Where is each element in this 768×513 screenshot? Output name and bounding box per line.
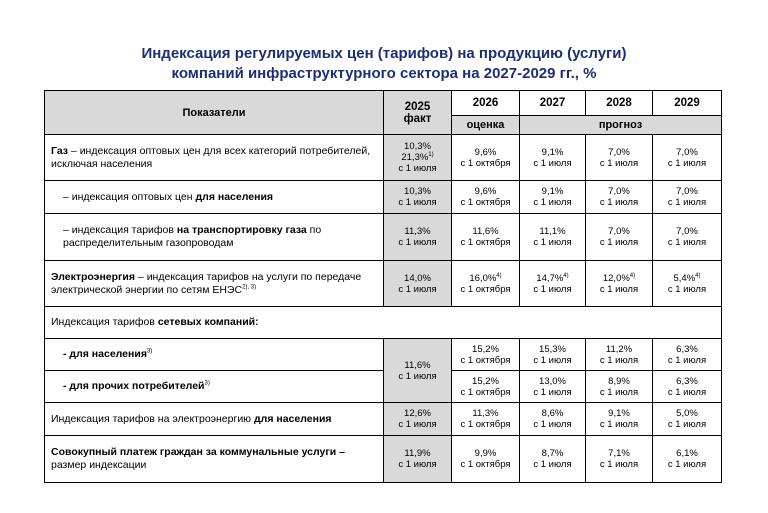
- cell-2025: 10,3% с 1 июля: [384, 181, 452, 214]
- cell-2026: 11,3% с 1 октября: [452, 403, 520, 436]
- cell-2026: 9,9% с 1 октября: [452, 436, 520, 483]
- cell-2029: 7,0% с 1 июля: [653, 135, 722, 181]
- cell-2029: 7,0% с 1 июля: [653, 214, 722, 261]
- subheader-forecast: прогноз: [520, 116, 722, 135]
- cell-2025: 12,6% с 1 июля: [384, 403, 452, 436]
- section-heading: Индексация тарифов сетевых компаний:: [45, 307, 722, 339]
- cell-2029: 7,0% с 1 июля: [653, 181, 722, 214]
- title-line-2: компаний инфраструктурного сектора на 2027-2029 гг., %: [171, 65, 597, 82]
- cell-2027: 11,1% с 1 июля: [520, 214, 586, 261]
- cell-2027: 8,7% с 1 июля: [520, 436, 586, 483]
- row-label: – индексация оптовых цен для населения: [45, 181, 384, 214]
- cell-2027: 13,0% с 1 июля: [520, 371, 586, 403]
- cell-2025: 10,3% 21,3%$^{1)}$ с 1 июля: [384, 135, 452, 181]
- table-row: [45, 307, 722, 339]
- cell-2028: 11,2% с 1 июля: [586, 339, 653, 371]
- year-2025: 2025: [404, 100, 431, 113]
- cell-2027: 15,3% с 1 июля: [520, 339, 586, 371]
- cell-2028: 7,0% с 1 июля: [586, 214, 653, 261]
- cell-2029: 5,0% с 1 июля: [653, 403, 722, 436]
- table-row: [45, 371, 722, 403]
- cell-2025: 11,9% с 1 июля: [384, 436, 452, 483]
- cell-2029: 6,1% с 1 июля: [653, 436, 722, 483]
- cell-2028: 7,1% с 1 июля: [586, 436, 653, 483]
- cell-2026: 9,6% с 1 октября: [452, 135, 520, 181]
- cell-2028: 7,0% с 1 июля: [586, 181, 653, 214]
- cell-2027: 9,1% с 1 июля: [520, 135, 586, 181]
- table-row: [45, 436, 722, 483]
- col-header-2027: 2027: [520, 91, 586, 116]
- col-header-2028: 2028: [586, 91, 653, 116]
- row-label: – индексация тарифов на транспортировку газа по распределительным газопроводам: [45, 214, 384, 261]
- row-label: Газ – индексация оптовых цен для всех категорий потребителей, исключая населения: [45, 135, 384, 181]
- cell-2026: 16,0%$^{4)}$ с 1 октября: [452, 261, 520, 307]
- page-title: [0, 44, 768, 84]
- subheader-estimate: оценка: [452, 116, 520, 135]
- row-label: Совокупный платеж граждан за коммунальные услуги – размер индексации: [45, 436, 384, 483]
- table-row: [45, 181, 722, 214]
- table-row: [45, 135, 722, 181]
- cell-2026: 15,2% с 1 октября: [452, 339, 520, 371]
- header-row: [45, 91, 722, 116]
- title-line-1: Индексация регулируемых цен (тарифов) на продукцию (услуги): [141, 45, 627, 62]
- row-label: - для прочих потребителей$^{3)}$: [45, 371, 384, 403]
- col-header-2025: [384, 91, 452, 135]
- col-header-2029: 2029: [653, 91, 722, 116]
- cell-2026: 11,6% с 1 октября: [452, 214, 520, 261]
- cell-2029: 6,3% с 1 июля: [653, 371, 722, 403]
- row-label: - для населения$^{3)}$: [45, 339, 384, 371]
- cell-2028: 8,9% с 1 июля: [586, 371, 653, 403]
- cell-2025: 11,3% с 1 июля: [384, 214, 452, 261]
- table-row: [45, 403, 722, 436]
- cell-2026: 9,6% с 1 октября: [452, 181, 520, 214]
- cell-2026: 15,2% с 1 октября: [452, 371, 520, 403]
- cell-2029: 6,3% с 1 июля: [653, 339, 722, 371]
- table-row: [45, 339, 722, 371]
- col-header-indicators: Показатели: [45, 91, 384, 135]
- cell-2027: 9,1% с 1 июля: [520, 181, 586, 214]
- cell-2028: 7,0% с 1 июля: [586, 135, 653, 181]
- cell-2028: 9,1% с 1 июля: [586, 403, 653, 436]
- table-row: [45, 261, 722, 307]
- year-2025-sub: факт: [403, 112, 432, 125]
- cell-2027: 8,6% с 1 июля: [520, 403, 586, 436]
- table-row: [45, 214, 722, 261]
- row-label: Индексация тарифов на электроэнергию для населения: [45, 403, 384, 436]
- cell-2029: 5,4%$^{4)}$ с 1 июля: [653, 261, 722, 307]
- tariff-table: [44, 90, 722, 483]
- cell-2025: 14,0% с 1 июля: [384, 261, 452, 307]
- cell-2025-merged: 11,6% с 1 июля: [384, 339, 452, 403]
- col-header-2026: 2026: [452, 91, 520, 116]
- cell-2028: 12,0%$^{4)}$ с 1 июля: [586, 261, 653, 307]
- cell-2027: 14,7%$^{4)}$ с 1 июля: [520, 261, 586, 307]
- row-label: Электроэнергия – индексация тарифов на услуги по передаче электрической энергии по сетям $ЕНЭС^{2), 3)}$: [45, 261, 384, 307]
